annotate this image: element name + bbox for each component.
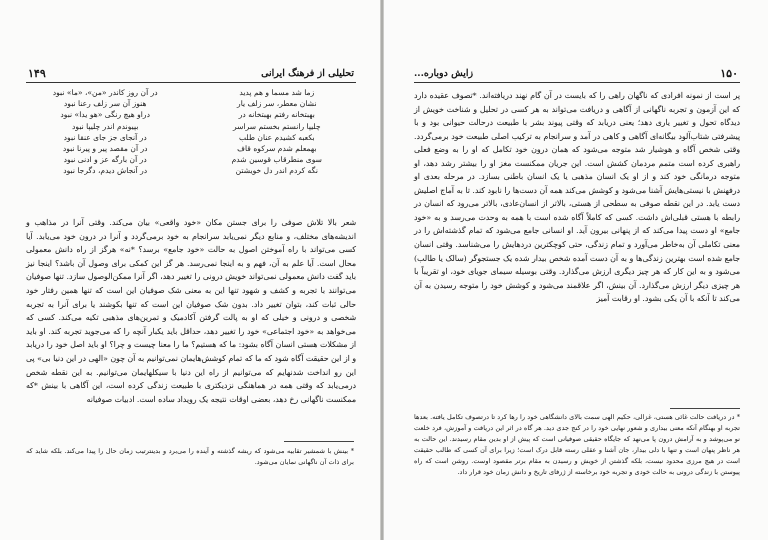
right-footnote-rule <box>670 408 740 409</box>
left-header-rule <box>26 82 356 83</box>
left-running-title: تحلیلی از فرهنگ ایرانی <box>261 68 354 79</box>
poem-hemistich: در آنجای جز جای عنقا نبود <box>63 132 147 142</box>
poem-hemistich: در آن روز کاندر «من»، «ما» نبود <box>52 88 158 97</box>
poem-verse <box>26 87 356 98</box>
poem-hemistich: بهبتخانه رفتم بهبتخانه در <box>238 110 315 120</box>
right-body-text <box>414 89 740 306</box>
poem-hemistich: نشان معطر، سر زلف یار <box>237 99 317 109</box>
poem <box>26 87 356 177</box>
right-running-title: زایش دوباره... <box>414 68 474 79</box>
poem-verse <box>26 109 356 120</box>
poem-hemistich: هنوز آن سر زلف رعنا نبود <box>63 99 147 109</box>
poem-hemistich: در آنجاش دیدم، دگرجا نبود <box>63 166 148 176</box>
right-footnote: * در دریافت حالت غائی هستی، غزالی، حکیم الهی سمت بالای دانشگاهی خود را رها کرد تا درتصوف تکامل یافته. بعدها تجربه او بهنگام آنکه معنی بیداری و شعور نهایی خود را در کنج جدی دید. هر گاه در اثر این دریافت و آموزش، فرد خلعت نو می‌پوشد و به آرامش درون پا می‌نهد که جایگاه حقیقی صوفیانی است که پیش از او بدین مقام رسیدند. این حالت به هر ناظر پنهان است و تنها با دلی بیدار، جان آشنا و عقلی رسته قابل درک است؛ زیرا برای آن کسی که طالب حقیقت است در هیچ مرزی محدود نیست، بلکه گذشتن از خویش و رسیدن به مقام برتر مقصود اوست. روشن است که راه پیوستن با زندگی درونی به حالت خودی و تجربه خود برخاسته از ژرفای تاریخ و دانش زمان خود قرار داد. <box>414 413 740 476</box>
left-paragraph: شعر بالا تلاش صوفی را برای جستن مکان «خود واقعی» بیان می‌کند. وقتی آنرا در مذاهب و اندیشه‌های مختلف، و منابع دیگر نمی‌یابد سرانجام به خود برمی‌گردد و آنرا در درون خود می‌یابد. آیا کسی می‌تواند با راه آموختن اصول به حالت «خود جامع» برسد؟ *نه» هرگز از راه دانش معمولی محال است. آیا علم به آن، فهم و به اینجا نمی‌رسد. هر گز این کمکی برای وصول آن باشد؟ اینجا نیز باید گفت دانش معمولی نمی‌تواند خویش درونی را تغییر دهد، اگر آنرا ممکن‌الوصول سازد. تنها صوفیان می‌توانند با تجربه و کشف و شهود تنها این به معنی شک صوفیان این است که تنها همین رفتار خود حالی ثبات کند، بتوان تغییر داد. بدون شک صوفیان این است که تنها بکوشند یا برای آنرا به تجربه شخصی و درونی و خیلی که او به پالت گرفتن آکادمیک و تمرین‌های مذهبی تکیه می‌کند. کسی که می‌خواهد به «خود اجتماعی» خود را تغییر دهد، حداقل باید یکبار آنچه را که می‌جوید تجربه کند. او باید از مشکلات هستی انسان آگاه بشود: ما که هستیم؟ ما را معنا چیست و چرا؟ او باید اصل خود را دریابد و از این حقیقت آگاه شود که ما که تمام کوشش‌هایمان نمی‌توانیم به آن چون «الهی در این دنیا بی» پی این رو انداخت شدنهایم که می‌توانیم از راه این دنیا با سیکلهایمان می‌توانیم. به این نقطه شخص درمی‌یابد که وقتی همه در هماهنگی نزدیکتری با طبیعت زندگی کرده است، این آگاهی با بینش *که ممکنست ناگهانی رخ دهد، بعضی اوقات نتیجه یک رویداد ساده است. ادبیات صوفیانه <box>26 218 356 404</box>
poem-verse <box>26 132 356 143</box>
poem-hemistich: چلیپا رانستم بخستم سراسر <box>232 121 321 131</box>
poem-hemistich: زما شد مسما و هم پدید <box>239 88 315 97</box>
poem-hemistich: دراو هیچ رنگی‌ «هو یدا» نبود <box>60 110 150 120</box>
left-page <box>0 0 380 540</box>
poem-verse <box>26 98 356 109</box>
poem-verse <box>26 121 356 132</box>
left-footnote: * بینش با شمشیر تقابیه می‌شود که ریشه گذشته و آینده را می‌برد و بدینترتیب زمان حال را پیدا می‌کند. بلکه شاید که برای ذات آن ناگهانی نمایان می‌شود. <box>26 447 354 466</box>
poem-hemistich: سوی منطرقاب قوسین شدم <box>231 155 322 165</box>
poem-hemistich: بکعبه کشیدم عنان طلب <box>238 132 315 142</box>
poem-verse <box>26 154 356 165</box>
poem-verse <box>26 165 356 176</box>
left-footnote-rule <box>284 441 354 442</box>
poem-hemistich: نگه کردم اندر دل خویشتن <box>235 166 318 176</box>
poem-verse <box>26 143 356 154</box>
left-body-text <box>26 216 356 406</box>
poem-hemistich: در آن مقصد پیر و پیرنا نبود <box>62 144 148 154</box>
poem-hemistich: در آن بارگه عز و ادنی نبود <box>63 155 147 165</box>
poem-hemistich: بپیوندم اندر چلیپا نبود <box>72 121 139 131</box>
left-page-number: ۱۴۹ <box>28 67 46 80</box>
right-paragraph: پر است از نمونه افرادی که ناگهان راهی را که بایست در آن گام نهند دریافته‌اند. *تصوف عقیده دارد که این آزمون و تجربه ناگهانی از آگاهی و دریافت می‌تواند به هر کسی در تحلیل و شناخت خویش از دیدگاه تحول و تغییر یاری دهد؛ یعنی دریابد که وقتی پیوند بشر با طبیعت درحالت حیوانی بود و با پیشرفتی شتاب‌آلود بیگانه‌ای آگاهی و کاهی در آمد و سرانجام به ترکیب اصلی طبیعت خود برمی‌گردد. وقتی شخص آگاه و هوشیار شد متوجه می‌شود که همان درون خود تکامل که او را به وضع فعلی راهبری کرده است متمم مردمان کشش است. این جریان ممکنست مغز او را بیشتر رشد دهد، او متوجه درمانگی خود کند و از او یک انسان مذهبی یا یک انسان باطنی بسازد. در مرحله بعدی او درفهنش با نیستی‌هایش آشنا می‌شود و کوشش می‌کند همه آن دست‌ها را نابود کند. تا به آماج اصلیش دست یابد. در این نقطه صوفی به سطحی از هستی، بالاتر از انسان‌عادی، بالاتر می‌رود که انسان در رابطه با هستی قبلی‌اش داشت. کسی که کاملاً آگاه شده است با همه به وحدت می‌رسد و به «خود جامع» او دست پیدا می‌کند که از پنهانی بیرون آید. او انسانی جامع می‌شود که تمام گذشته‌اش را در معنی تکاملی آن به‌خاطر می‌آورد و تمام زندگی، حتی کوچکترین دردهایش را می‌شناسد. وقتی انسان جامع شده است بهترین زندگی‌ها و به آن دست آمده شخص بیدار شده یک جستجوگر (سالک یا طالب) می‌شود و به این کار که هر چیز دیگری ارزش می‌گذارد. وقتی بوسیله سیمای جویای خود، او تقریباً با هر چیزی دیگر ارزش می‌گذارد. آن بینش، اگر علاقمند می‌شود و کوشش خود را متوجه رسیدن به آن می‌کند تا آنکه با آن یکی بشود. او رقابت آمیز <box>414 91 740 304</box>
right-page-number: ۱۵۰ <box>720 67 738 80</box>
poem-hemistich: بهمعلم شدم سرکوه قاف <box>237 144 317 154</box>
right-header-rule <box>414 82 740 83</box>
right-page <box>384 0 768 540</box>
